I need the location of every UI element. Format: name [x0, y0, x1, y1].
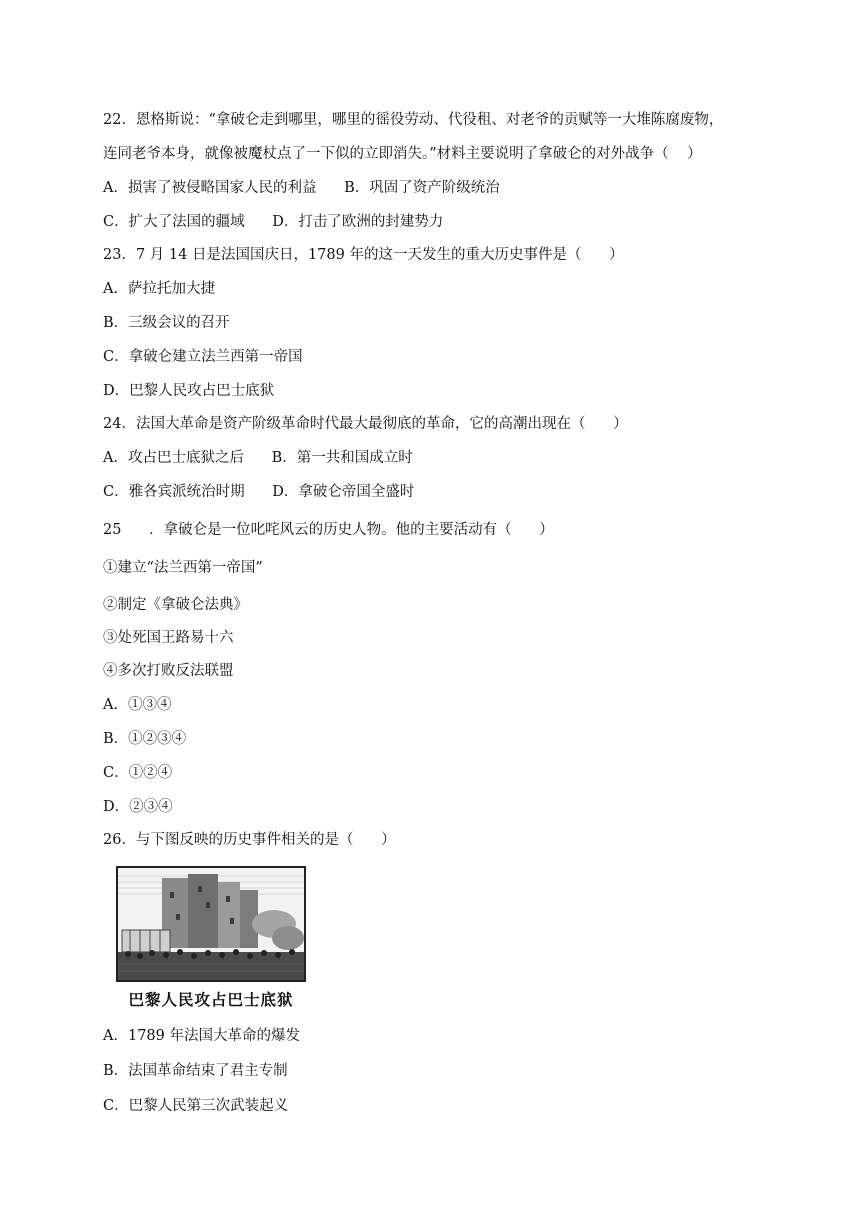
q25-option-b: B．①②③④ — [103, 731, 187, 747]
q25-item-3: ③处死国王路易十六 — [103, 630, 234, 646]
q24-stem: 24．法国大革命是资产阶级革命时代最大最彻底的革命，它的高潮出现在（ ） — [103, 416, 628, 432]
q23-option-c: C．拿破仑建立法兰西第一帝国 — [103, 349, 303, 365]
q26-option-c: C．巴黎人民第三次武装起义 — [103, 1098, 289, 1114]
q25-stem: 25 ．拿破仑是一位叱咤风云的历史人物。他的主要活动有（ ） — [103, 522, 554, 538]
bastille-engraving-drawing — [118, 868, 304, 980]
q25-option-a: A．①③④ — [103, 697, 172, 713]
q24-options-line1: A．攻占巴士底狱之后 B．第一共和国成立时 — [103, 450, 413, 466]
q23-option-a: A．萨拉托加大捷 — [103, 281, 215, 297]
q25-option-d: D．②③④ — [103, 799, 173, 815]
q25-item-2: ②制定《拿破仑法典》 — [103, 597, 248, 613]
q26-option-a: A．1789 年法国大革命的爆发 — [103, 1028, 300, 1044]
q22-stem-line2: 连同老爷本身，就像被魔杖点了一下似的立即消失。”材料主要说明了拿破仑的对外战争（ ） — [103, 146, 702, 162]
q25-item-4: ④多次打败反法联盟 — [103, 663, 234, 679]
q23-option-d: D．巴黎人民攻占巴士底狱 — [103, 383, 275, 399]
q22-stem-line1: 22．恩格斯说：“拿破仑走到哪里，哪里的徭役劳动、代役租、对老爷的贡赋等一大堆陈腐废物， — [103, 112, 724, 128]
q23-option-b: B．三级会议的召开 — [103, 315, 230, 331]
bastille-figure — [116, 866, 306, 1014]
bastille-engraving — [116, 866, 306, 982]
q22-options-line2: C．扩大了法国的疆域 D．打击了欧洲的封建势力 — [103, 214, 444, 230]
q25-option-c: C．①②④ — [103, 765, 173, 781]
q22-options-line1: A．损害了被侵略国家人民的利益 B．巩固了资产阶级统治 — [103, 180, 500, 196]
figure-caption: 巴黎人民攻占巴士底狱 — [128, 991, 294, 1009]
q24-options-line2: C．雅各宾派统治时期 D．拿破仑帝国全盛时 — [103, 484, 415, 500]
q23-stem: 23．7 月 14 日是法国国庆日，1789 年的这一天发生的重大历史事件是（ ） — [103, 247, 624, 263]
q26-stem: 26．与下图反映的历史事件相关的是（ ） — [103, 832, 396, 848]
q25-item-1: ①建立“法兰西第一帝国” — [103, 560, 263, 576]
q26-option-b: B．法国革命结束了君主专制 — [103, 1063, 288, 1079]
